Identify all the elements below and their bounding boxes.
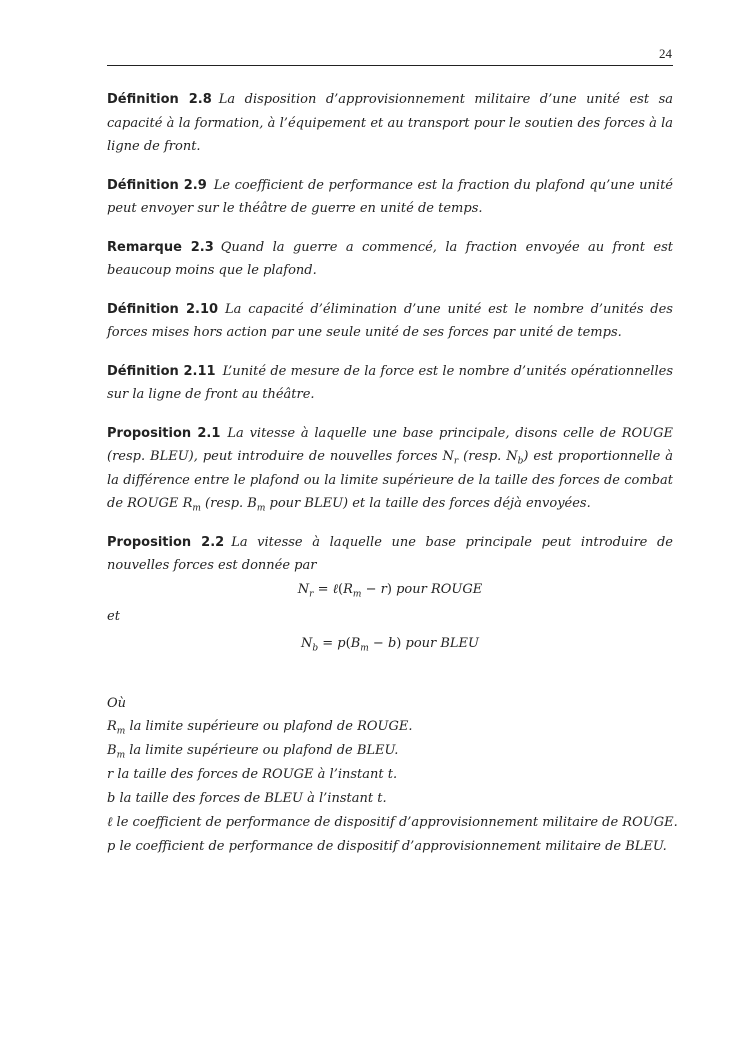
block-heading: Remarque 2.3 — [107, 239, 214, 255]
variable-description: le coefficient de performance de dispositif d’approvisionnement militaire de ROUGE. — [112, 815, 678, 830]
proposition-2-2 — [107, 531, 673, 578]
eq-paren-open: ( — [345, 635, 351, 651]
eq-lhs-subscript: r — [309, 589, 314, 600]
block-text: pour BLEU) et la taille des forces déjà envoyées. — [265, 496, 591, 511]
block-text: (resp. — [200, 496, 248, 511]
block-heading: Définition 2.8 — [107, 92, 212, 107]
math-symbol: B — [247, 496, 257, 511]
definition-2-9 — [107, 174, 673, 221]
block-heading: Définition 2.9 — [107, 177, 207, 193]
equation-bleu — [107, 632, 673, 655]
eq-lhs: N — [297, 581, 310, 597]
block-heading: Proposition 2.2 — [107, 534, 225, 550]
block-text: La disposition d’approvisionnement militaire d’une unité est sa capacité à la formation, à l’équipement et au transport pour le soutien des forces à la ligne de front. — [107, 92, 673, 154]
variable-symbol: b — [107, 791, 116, 806]
definition-2-8 — [107, 88, 673, 159]
eq-paren-close: ) — [396, 635, 402, 651]
variable-subscript: m — [116, 726, 126, 737]
eq-minus: − — [368, 635, 388, 651]
eq-paren-close: ) — [386, 581, 392, 597]
eq-variable: b — [387, 635, 397, 651]
block-text: Quand la guerre a commencé, la fraction envoyée au front est beaucoup moins que le plafond. — [107, 239, 673, 278]
math-symbol: N — [442, 449, 454, 464]
et-connector: et — [107, 608, 120, 624]
block-text: La capacité d’élimination d’une unité est le nombre d’unités des forces mises hors action par une seule unité de ses forces par unité de temps. — [107, 301, 673, 340]
math-symbol: N — [506, 449, 518, 464]
definition-2-11 — [107, 360, 673, 407]
variable-item — [107, 835, 673, 859]
eq-lhs-subscript: b — [312, 643, 319, 654]
variable-item — [107, 739, 673, 763]
variable-item — [107, 787, 673, 811]
eq-max: R — [343, 581, 353, 597]
math-subscript: m — [192, 503, 201, 514]
eq-coefficient: ℓ — [332, 581, 339, 597]
variable-symbol: r — [107, 767, 114, 782]
ou-heading: Où — [107, 695, 127, 711]
variable-description: la taille des forces de ROUGE à l’instant t. — [113, 767, 398, 782]
variable-list — [107, 715, 678, 859]
block-heading: Définition 2.10 — [107, 301, 219, 317]
eq-paren-open: ( — [338, 581, 344, 597]
eq-equals: = — [318, 635, 338, 651]
block-text: (resp. — [458, 449, 507, 464]
eq-max-subscript: m — [360, 643, 369, 654]
block-heading: Proposition 2.1 — [107, 425, 221, 441]
header-rule — [107, 65, 673, 66]
block-text: ) est proportionnelle à la différence entre le plafond ou la limite supérieure de la taille des forces de combat de ROUGE — [107, 449, 673, 511]
math-subscript: b — [517, 456, 524, 467]
definition-2-10 — [107, 298, 673, 345]
variable-subscript: m — [116, 750, 126, 761]
block-text: L’unité de mesure de la force est le nombre d’unités opérationnelles sur la ligne de front au théâtre. — [107, 363, 673, 402]
eq-label: pour BLEU — [401, 635, 480, 651]
page-content — [107, 88, 678, 859]
block-text: La vitesse à laquelle une base principale, disons celle de ROUGE (resp. BLEU), peut introduire de nouvelles forces — [107, 425, 674, 464]
eq-max-subscript: m — [352, 589, 362, 600]
variable-symbol: p — [107, 839, 116, 854]
eq-equals: = — [313, 581, 333, 597]
variable-description: le coefficient de performance de dispositif d’approvisionnement militaire de BLEU. — [115, 839, 667, 854]
math-subscript: m — [256, 503, 266, 514]
variable-description: la limite supérieure ou plafond de ROUGE. — [125, 719, 413, 734]
equation-rouge — [107, 578, 673, 601]
block-text: Le coefficient de performance est la fraction du plafond qu’une unité peut envoyer sur le théâtre de guerre en unité de temps. — [107, 177, 674, 216]
math-symbol: R — [182, 496, 193, 511]
variable-description: la taille des forces de BLEU à l’instant t. — [115, 791, 387, 806]
block-text: La vitesse à laquelle une base principale peut introduire de nouvelles forces est donnée par — [107, 534, 673, 573]
variable-description: la limite supérieure ou plafond de BLEU. — [125, 743, 399, 758]
block-heading: Définition 2.11 — [107, 363, 216, 379]
eq-max: B — [350, 635, 361, 651]
eq-coefficient: p — [337, 635, 346, 651]
eq-variable: r — [380, 581, 387, 597]
variable-item — [107, 715, 673, 739]
variable-item — [107, 811, 678, 835]
math-subscript: r — [453, 456, 459, 467]
variable-symbol: R — [107, 719, 117, 734]
proposition-2-1 — [107, 422, 673, 516]
eq-label: pour ROUGE — [391, 581, 483, 597]
eq-minus: − — [361, 581, 381, 597]
variable-item — [107, 763, 673, 787]
page-number: 24 — [659, 46, 672, 61]
remark-2-3 — [107, 236, 673, 283]
eq-lhs: N — [300, 635, 313, 651]
variable-symbol: ℓ — [107, 815, 113, 830]
variable-symbol: B — [107, 743, 117, 758]
